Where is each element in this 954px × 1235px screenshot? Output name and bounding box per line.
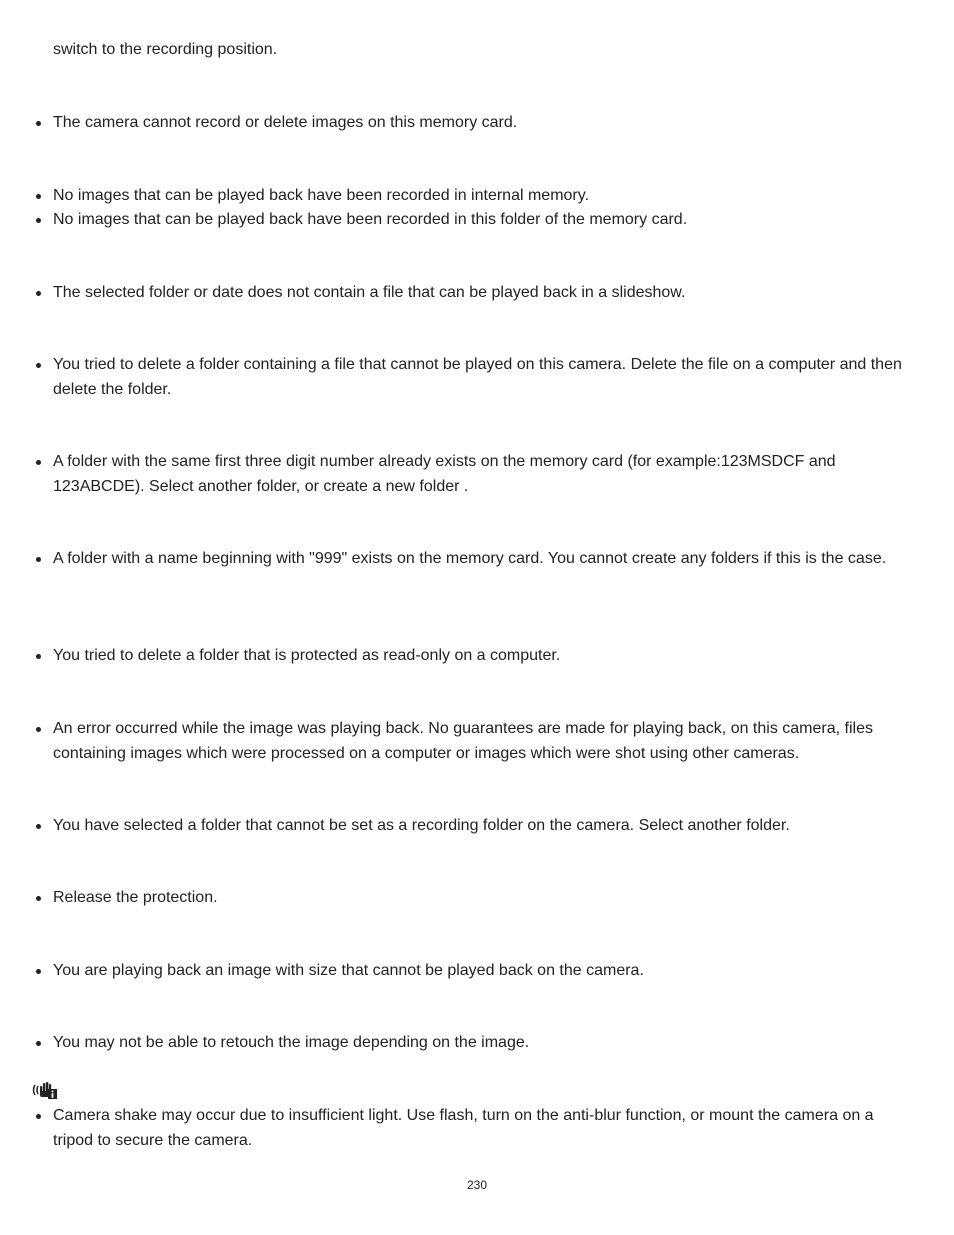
- list-item: You are playing back an image with size that cannot be played back on the camera.: [53, 958, 910, 983]
- list-item: The camera cannot record or delete images on this memory card.: [53, 110, 910, 135]
- list-item: Release the protection.: [53, 885, 910, 910]
- list-item: You may not be able to retouch the image depending on the image.: [53, 1030, 910, 1055]
- page-number: 230: [466, 1178, 488, 1192]
- list-item: A folder with the same first three digit number already exists on the memory card (for example:123MSDCF and 123ABCDE). Select another folder, or create a new folder .: [53, 449, 910, 499]
- list-item: An error occurred while the image was playing back. No guarantees are made for playing back, on this camera, files containing images which were processed on a computer or images which were shot using other cameras.: [53, 716, 910, 766]
- continuation-text: switch to the recording position.: [53, 41, 278, 58]
- list-item: You tried to delete a folder that is protected as read-only on a computer.: [53, 643, 910, 668]
- list-item: No images that can be played back have been recorded in internal memory.: [53, 183, 910, 208]
- camera-shake-warning-icon: [32, 1081, 58, 1099]
- list-item: A folder with a name beginning with "999" exists on the memory card. You cannot create any folders if this is the case.: [53, 546, 910, 571]
- list-item: Camera shake may occur due to insufficient light. Use flash, turn on the anti-blur function, or mount the camera on a tripod to secure the camera.: [53, 1103, 910, 1153]
- list-item: The selected folder or date does not contain a file that can be played back in a slideshow.: [53, 280, 910, 305]
- list-item: You have selected a folder that cannot be set as a recording folder on the camera. Select another folder.: [53, 813, 910, 838]
- list-item: You tried to delete a folder containing a file that cannot be played on this camera. Delete the file on a computer and then delete the folder.: [53, 352, 910, 402]
- list-item: No images that can be played back have been recorded in this folder of the memory card.: [53, 207, 910, 232]
